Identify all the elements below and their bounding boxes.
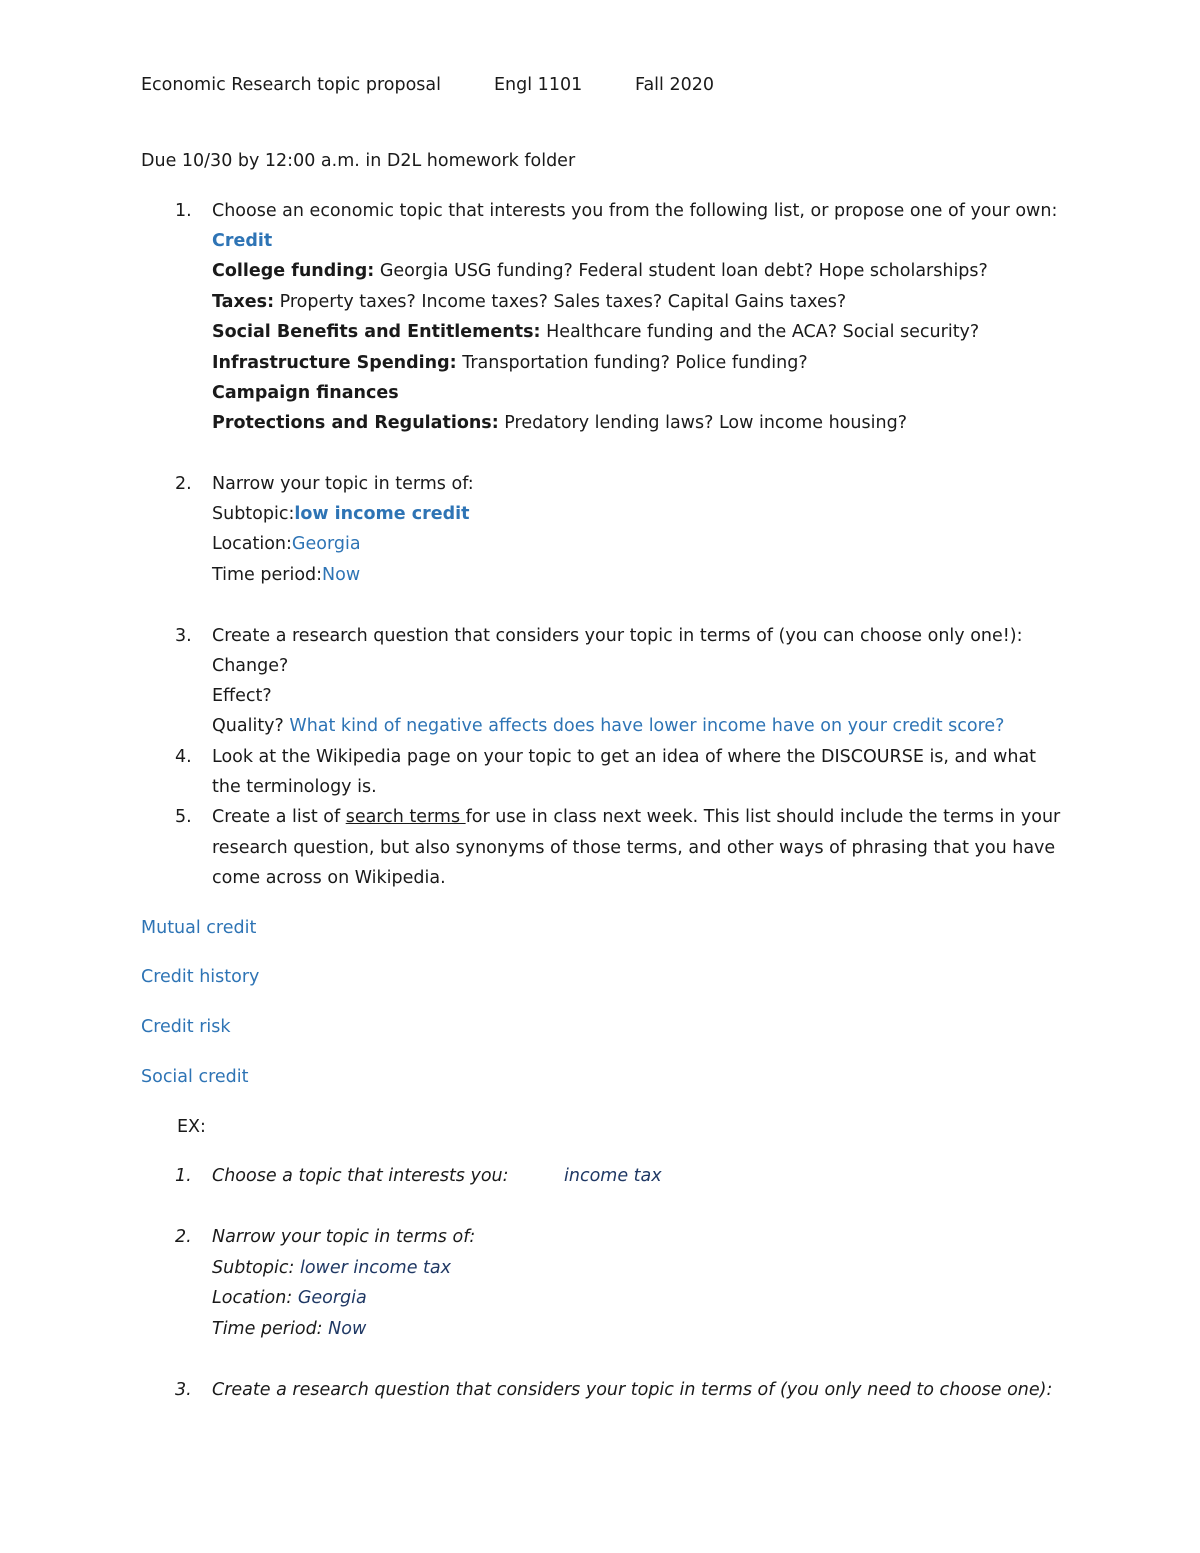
example-location-value: Georgia bbox=[297, 1288, 367, 1308]
example-2-number: 2. bbox=[175, 1227, 192, 1247]
item-5-number: 5. bbox=[175, 807, 192, 827]
topic-text: Property taxes? Income taxes? Sales taxes? Capital Gains taxes? bbox=[274, 292, 847, 312]
time-period-label: Time period: bbox=[212, 565, 323, 585]
topic-text: Predatory lending laws? Low income housing? bbox=[498, 413, 907, 433]
item-5-post: for use in class next week. This list should include the terms in your bbox=[465, 807, 1061, 827]
quality-label: Quality? bbox=[212, 716, 284, 736]
term-label: Fall 2020 bbox=[635, 75, 715, 95]
item-1-text: Choose an economic topic that interests you from the following list, or propose one of your own: bbox=[212, 201, 1058, 221]
course-label: Engl 1101 bbox=[494, 75, 583, 95]
location-label: Location: bbox=[212, 534, 292, 554]
topic-text: Healthcare funding and the ACA? Social security? bbox=[540, 322, 980, 342]
item-1-number: 1. bbox=[175, 201, 192, 221]
item-3-text: Create a research question that considers your topic in terms of (you can choose only one!): bbox=[212, 626, 1023, 646]
item-5-line-2: research question, but also synonyms of those terms, and other ways of phrasing that you have bbox=[212, 838, 1056, 858]
search-term: Social credit bbox=[141, 1067, 249, 1087]
example-subtopic-line bbox=[212, 1260, 451, 1278]
topic-label: Infrastructure Spending: bbox=[212, 353, 457, 373]
subtopic-label: Subtopic: bbox=[212, 504, 295, 524]
topic-college-funding bbox=[212, 263, 988, 281]
example-3-number: 3. bbox=[175, 1380, 192, 1400]
example-1-number: 1. bbox=[175, 1166, 192, 1186]
due-line: Due 10/30 by 12:00 a.m. in D2L homework folder bbox=[141, 151, 576, 171]
topic-social-benefits bbox=[212, 324, 979, 342]
example-3-text: Create a research question that considers your topic in terms of (you only need to choose one): bbox=[212, 1380, 1053, 1400]
item-4-line-1: Look at the Wikipedia page on your topic to get an idea of where the DISCOURSE is, and what bbox=[212, 747, 1037, 767]
topic-label: Protections and Regulations: bbox=[212, 413, 499, 433]
example-label: EX: bbox=[177, 1117, 206, 1137]
example-location-line bbox=[212, 1290, 367, 1308]
topic-label: Campaign finances bbox=[212, 383, 399, 403]
item-4-number: 4. bbox=[175, 747, 192, 767]
example-time-line bbox=[212, 1321, 366, 1339]
option-effect: Effect? bbox=[212, 686, 272, 706]
time-period-line bbox=[212, 567, 360, 585]
topic-infrastructure bbox=[212, 355, 808, 373]
search-term: Credit history bbox=[141, 967, 260, 987]
time-period-value: Now bbox=[322, 565, 361, 585]
topic-label: Taxes: bbox=[212, 292, 275, 312]
location-line bbox=[212, 536, 361, 554]
document-title: Economic Research topic proposal bbox=[141, 75, 441, 95]
example-time-label: Time period: bbox=[212, 1319, 323, 1339]
example-2-text: Narrow your topic in terms of: bbox=[212, 1227, 476, 1247]
search-terms-underlined: search terms bbox=[345, 807, 466, 827]
research-question-answer: What kind of negative affects does have lower income have on your credit score? bbox=[283, 716, 1005, 736]
subtopic-value: low income credit bbox=[294, 504, 470, 524]
example-1-answer: income tax bbox=[564, 1166, 662, 1186]
example-time-value: Now bbox=[328, 1319, 367, 1339]
topic-text: Georgia USG funding? Federal student loan debt? Hope scholarships? bbox=[374, 261, 988, 281]
topic-label: College funding: bbox=[212, 261, 375, 281]
topic-text: Transportation funding? Police funding? bbox=[456, 353, 808, 373]
item-2-number: 2. bbox=[175, 474, 192, 494]
example-subtopic-label: Subtopic: bbox=[212, 1258, 295, 1278]
topic-protections bbox=[212, 415, 907, 433]
item-5-line-3: come across on Wikipedia. bbox=[212, 868, 446, 888]
topic-label: Social Benefits and Entitlements: bbox=[212, 322, 541, 342]
option-change: Change? bbox=[212, 656, 289, 676]
topic-campaign-finances bbox=[212, 385, 399, 403]
item-2-text: Narrow your topic in terms of: bbox=[212, 474, 474, 494]
item-5-pre: Create a list of bbox=[212, 807, 346, 827]
example-location-label: Location: bbox=[212, 1288, 293, 1308]
example-subtopic-value: lower income tax bbox=[299, 1258, 451, 1278]
example-1-text: Choose a topic that interests you: bbox=[212, 1166, 509, 1186]
topic-taxes bbox=[212, 294, 846, 312]
item-3-number: 3. bbox=[175, 626, 192, 646]
option-quality bbox=[212, 718, 1004, 736]
location-value: Georgia bbox=[291, 534, 361, 554]
search-term: Credit risk bbox=[141, 1017, 231, 1037]
item-4-line-2: the terminology is. bbox=[212, 777, 377, 797]
item-5-line-1 bbox=[212, 809, 1060, 827]
item-1-answer: Credit bbox=[212, 231, 273, 251]
search-term: Mutual credit bbox=[141, 918, 257, 938]
subtopic-line bbox=[212, 506, 469, 524]
